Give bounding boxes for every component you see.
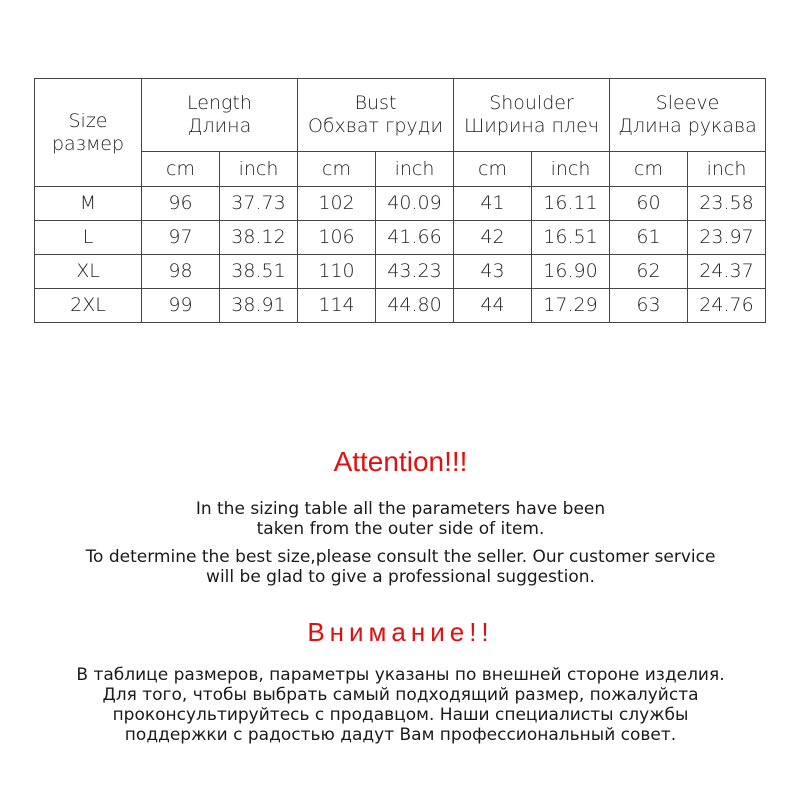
table-cell: 61 [610,221,688,255]
table-cell: 41.66 [376,221,454,255]
table-cell: 43 [454,255,532,289]
table-row [35,255,766,289]
table-cell: 106 [298,221,376,255]
table-cell: 42 [454,221,532,255]
unit-cell: cm [298,152,376,187]
unit-header-row [35,152,766,187]
table-cell: 38.12 [220,221,298,255]
shoulder-header [454,79,610,152]
table-cell: 43.23 [376,255,454,289]
length-header-ru: Длина [187,115,252,137]
unit-cell: cm [610,152,688,187]
size-header-cell [35,79,142,187]
unit-cell: inch [376,152,454,187]
notice-ru-line: В таблице размеров, параметры указаны по внешней стороне изделия. [76,665,725,685]
table-cell: 38.51 [220,255,298,289]
unit-cell: cm [454,152,532,187]
notice-en-line: taken from the outer side of item. [256,519,545,539]
table-cell: 16.11 [532,187,610,221]
bust-header-en: Bust [354,92,397,115]
notice-en-paragraph-1 [0,499,801,539]
size-cell: 2XL [35,289,142,323]
bust-header [298,79,454,152]
sleeve-header-en: Sleeve [655,92,720,115]
table-cell: 23.58 [688,187,766,221]
unit-cell: inch [532,152,610,187]
sleeve-header-ru: Длина рукава [618,115,757,137]
notice-en-line: To determine the best size,please consult the seller. Our customer service [85,547,716,567]
table-cell: 16.51 [532,221,610,255]
unit-cell: inch [688,152,766,187]
unit-cell: cm [142,152,220,187]
table-row [35,289,766,323]
table-cell: 41 [454,187,532,221]
size-header-ru: размер [51,132,125,155]
table-row [35,221,766,255]
notice-ru-line: Для того, чтобы выбрать самый подходящий размер, пожалуйста [102,685,699,705]
table-cell: 63 [610,289,688,323]
shoulder-header-en: Shoulder [489,92,574,115]
table-cell: 60 [610,187,688,221]
unit-cell: inch [220,152,298,187]
notice-ru-line: поддержки с радостью дадут Вам профессиональный совет. [124,725,677,745]
table-cell: 102 [298,187,376,221]
table-cell: 97 [142,221,220,255]
size-cell: XL [35,255,142,289]
table-cell: 24.76 [688,289,766,323]
length-header-en: Length [187,92,252,115]
size-cell: L [35,221,142,255]
notice-ru-paragraph [0,665,801,745]
notice-en-line: In the sizing table all the parameters have been [195,499,606,519]
notice-en-paragraph-2 [0,547,801,587]
table-cell: 98 [142,255,220,289]
table-header-row [35,79,766,152]
table-cell: 114 [298,289,376,323]
table-cell: 44 [454,289,532,323]
attention-title-ru: Внимание!! [307,617,494,647]
size-header-en: Size [68,109,108,132]
table-cell: 40.09 [376,187,454,221]
table-cell: 16.90 [532,255,610,289]
table-cell: 96 [142,187,220,221]
bust-header-ru: Обхват груди [307,115,444,137]
notice-ru-line: проконсультируйтесь с продавцом. Наши специалисты службы [112,705,689,725]
table-cell: 110 [298,255,376,289]
notice-en-line: will be glad to give a professional suggestion. [206,567,595,587]
table-cell: 17.29 [532,289,610,323]
sleeve-header [610,79,766,152]
table-cell: 38.91 [220,289,298,323]
table-cell: 99 [142,289,220,323]
length-header [142,79,298,152]
table-cell: 62 [610,255,688,289]
table-cell: 23.97 [688,221,766,255]
attention-title-en: Attention!!! [333,446,468,477]
table-cell: 24.37 [688,255,766,289]
size-cell: M [35,187,142,221]
size-table [34,78,766,323]
table-cell: 37.73 [220,187,298,221]
table-row [35,187,766,221]
shoulder-header-ru: Ширина плеч [464,115,599,137]
table-cell: 44.80 [376,289,454,323]
